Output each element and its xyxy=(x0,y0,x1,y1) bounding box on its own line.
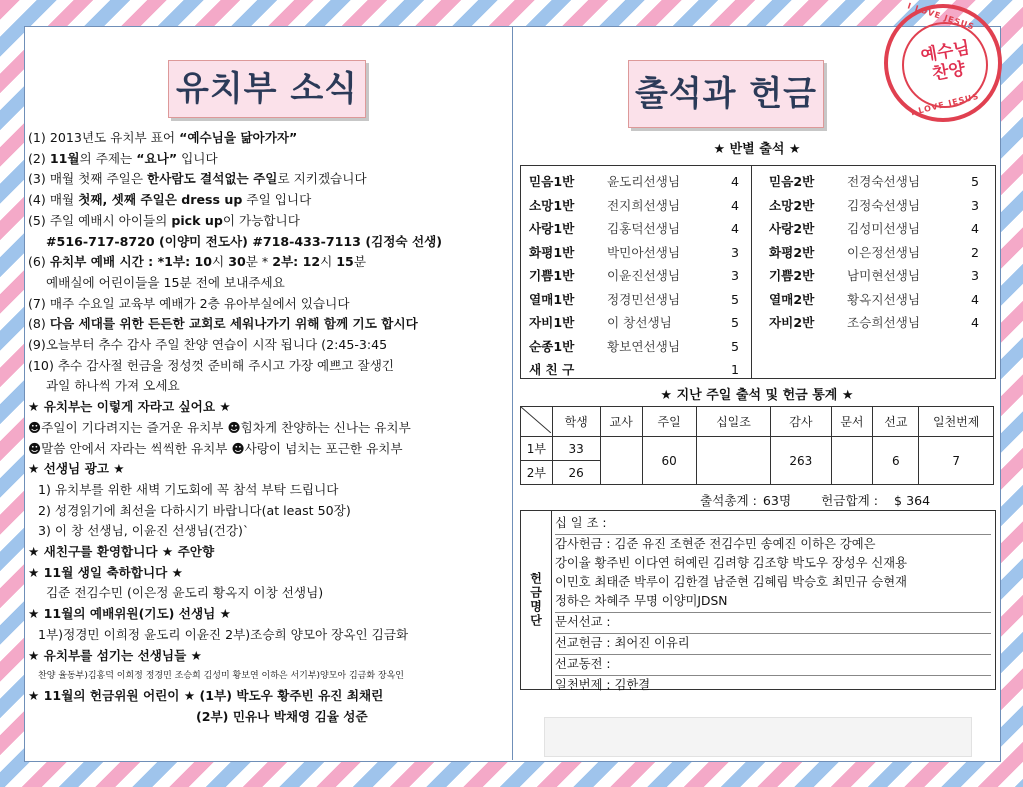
motto-heading: ★ 유치부는 이렇게 자라고 싶어요 ★ xyxy=(28,399,231,415)
class-attendance-title: ★ 반별 출석 ★ xyxy=(713,142,801,157)
stats-table xyxy=(520,406,994,485)
attendance-row: 자비1반 이 창선생님 5 xyxy=(529,315,739,330)
attendance-divider xyxy=(751,166,752,378)
worship-committee-names: 1부)정경민 이희정 윤도리 이윤진 2부)조승희 양모아 장옥인 김금화 xyxy=(38,626,409,642)
news-item-7: (7) 매주 수요일 교육부 예배가 2층 유아부실에서 있습니다 xyxy=(28,295,350,311)
offering-list-body xyxy=(555,514,991,695)
motto-line-2: ☻말씀 안에서 자라는 씩씩한 유치부 ☻사랑이 넘치는 포근한 유치부 xyxy=(28,440,403,456)
offering-total-value: $ 364 xyxy=(894,493,931,508)
stats-tithe-cell xyxy=(696,437,771,485)
worship-committee-heading: ★ 11월의 예배위원(기도) 선생님 ★ xyxy=(28,606,231,622)
attendance-row: 소망2반 김정숙선생님 3 xyxy=(769,197,979,213)
stamp-line1: 예수님 xyxy=(919,38,972,67)
totals-line xyxy=(700,490,936,509)
teacher-notice-2: 2) 성경읽기에 최선을 다하시기 바랍니다(at least 50장) xyxy=(38,502,351,518)
stats-thousand-cell: 7 xyxy=(919,437,994,485)
attendance-row: 화평2반 이은정선생님 2 xyxy=(769,244,979,260)
stats-header-cell: 교사 xyxy=(600,407,642,437)
news-item-2: (2) 11월의 주제는 “요나” 입니다 xyxy=(28,150,218,166)
teacher-notice-3: 3) 이 창 선생님, 이윤진 선생님(건강)` xyxy=(38,523,250,539)
pickup-phones: #516-717-8720 (이양미 전도사) #718-433-7113 (김정숙 선생) xyxy=(46,233,443,249)
birthday-names: 김준 전김수민 (이은정 윤도리 황옥지 이창 선생님) xyxy=(46,585,324,601)
stats-sunday-cell: 60 xyxy=(642,437,696,485)
class-attendance-box xyxy=(520,165,996,379)
motto-line-1: ☻주일이 기다려지는 즐거운 유치부 ☻힘차게 찬양하는 신나는 유치부 xyxy=(28,419,411,435)
stats-row-label: 2부 xyxy=(521,461,553,485)
news-item-10-cont: 과일 하나씩 가져 오세요 xyxy=(46,378,180,394)
attendance-row: 소망1반 전지희선생님 4 xyxy=(529,197,739,213)
attendance-row: 새 친 구 1 xyxy=(529,362,739,377)
stats-title: ★ 지난 주일 출석 및 헌금 통계 ★ xyxy=(660,388,854,403)
stats-doc-cell xyxy=(831,437,873,485)
stats-student-cell: 26 xyxy=(552,461,600,485)
jesus-stamp xyxy=(884,1,1002,122)
news-item-1: (1) 2013년도 유치부 표어 “예수님을 닮아가자” xyxy=(28,130,298,145)
offering-children-1: ★ 11월의 헌금위원 어린이 ★ (1부) 박도우 황주빈 유진 최채린 xyxy=(28,688,384,704)
attendance-row: 열매2반 황옥지선생님 4 xyxy=(769,291,979,307)
stats-teacher-cell xyxy=(600,437,642,485)
column-divider xyxy=(512,26,513,760)
news-item-6-note: 예배실에 어린이들을 15분 전에 보내주세요 xyxy=(46,274,285,290)
teacher-notice-1: 1) 유치부를 위한 새벽 기도회에 꼭 참석 부탁 드립니다 xyxy=(38,481,339,497)
stats-thanks-cell: 263 xyxy=(771,437,831,485)
attendance-row: 믿음1반 윤도리선생님 4 xyxy=(529,174,739,189)
stats-header-row xyxy=(521,407,994,437)
stats-row-1 xyxy=(521,437,994,461)
stamp-line2: 찬양 xyxy=(930,59,967,85)
news-list xyxy=(28,128,506,728)
stats-corner-cell xyxy=(521,407,553,437)
attendance-row: 화평1반 박민아선생님 3 xyxy=(529,244,739,260)
offering-line: 정하은 차혜주 무명 이양미JDSN xyxy=(555,594,728,608)
attendance-row: 순종1반 황보연선생님 5 xyxy=(529,338,739,354)
birthday-heading: ★ 11월 생일 축하합니다 ★ xyxy=(28,564,183,580)
attendance-row: 자비2반 조승희선생님 4 xyxy=(769,315,979,330)
offering-line: 선교헌금 : 최어진 이유리 xyxy=(555,633,991,653)
attendance-offering-title xyxy=(628,60,824,128)
stats-header-cell: 학생 xyxy=(552,407,600,437)
attendance-row: 믿음2반 전경숙선생님 5 xyxy=(769,174,979,189)
stats-header-cell: 십일조 xyxy=(696,407,771,437)
attendance-offering-title-text: 출석과 헌금 xyxy=(634,74,818,114)
attendance-total-value: 63명 xyxy=(762,493,792,508)
offering-total-label: 헌금합계 : xyxy=(821,493,879,508)
offering-list-label: 헌금명단 xyxy=(521,511,552,689)
attendance-row: 기쁨1반 이윤진선생님 3 xyxy=(529,268,739,283)
stats-header-cell: 문서 xyxy=(831,407,873,437)
stats-header-cell: 일천번제 xyxy=(919,407,994,437)
offering-line: 이민호 최태준 박루이 김한결 남준현 김혜림 박승호 최민규 승현재 xyxy=(555,575,907,589)
attendance-row: 기쁨2반 남미현선생님 3 xyxy=(769,268,979,283)
attendance-col-1 xyxy=(529,170,745,382)
offering-children-2: (2부) 민유나 박채영 김율 성준 xyxy=(196,708,368,724)
stamp-ring-top: I LOVE JESUS xyxy=(906,1,976,32)
kindergarten-news-title-text: 유치부 소식 xyxy=(175,69,359,109)
attendance-row: 열매1반 정경민선생님 5 xyxy=(529,291,739,307)
offering-line: 선교동전 : xyxy=(555,654,991,674)
attendance-row: 사랑1반 김홍덕선생님 4 xyxy=(529,221,739,236)
stats-header-cell: 선교 xyxy=(873,407,919,437)
news-item-9: (9)오늘부터 추수 감사 주일 찬양 연습이 시작 됩니다 (2:45-3:45 xyxy=(28,337,388,353)
stats-row-label: 1부 xyxy=(521,437,553,461)
teacher-notice-heading: ★ 선생님 광고 ★ xyxy=(28,461,125,477)
offering-line: 일천번제 : 김한결 xyxy=(555,675,991,695)
stats-mission-cell: 6 xyxy=(873,437,919,485)
stats-header-cell: 감사 xyxy=(771,407,831,437)
news-item-8: (8) 다음 세대를 위한 든든한 교회로 세워나가기 위해 함께 기도 합시다 xyxy=(28,316,418,332)
news-item-10: (10) 추수 감사절 헌금을 정성껏 준비해 주시고 가장 예쁘고 잘생긴 xyxy=(28,357,395,373)
attendance-total-label: 출석총계 : xyxy=(700,493,757,508)
blank-note-box xyxy=(544,717,972,757)
stats-header-cell: 주일 xyxy=(642,407,696,437)
news-item-3: (3) 매월 첫째 주일은 한사람도 결석없는 주일로 지키겠습니다 xyxy=(28,171,367,187)
new-friends: ★ 새친구를 환영합니다 ★ 주안향 xyxy=(28,544,215,560)
news-item-4: (4) 매월 첫째, 셋째 주일은 dress up 주일 입니다 xyxy=(28,192,312,208)
offering-line: 강이율 황주빈 이다연 허예린 김려향 김조향 박도우 장성우 신재용 xyxy=(555,556,907,570)
attendance-col-2 xyxy=(769,170,985,335)
news-item-6: (6) 유치부 예배 시간 : *1부: 10시 30분 * 2부: 12시 15분 xyxy=(28,254,366,270)
offering-line: 십 일 조 : xyxy=(555,516,607,530)
attendance-row: 사랑2반 김성미선생님 4 xyxy=(769,221,979,236)
diagonal-line-icon xyxy=(521,407,551,433)
teachers-names: 찬양 율동부)김홍덕 이희정 정경민 조승희 김성미 황보연 이하은 서기부)양모아 김금화 장옥인 xyxy=(38,671,405,682)
offering-line: 감사헌금 : 김준 유진 조현준 전김수민 송예진 이하은 강예은 xyxy=(555,534,991,554)
teachers-heading: ★ 유치부를 섬기는 선생님들 ★ xyxy=(28,647,202,663)
kindergarten-news-title xyxy=(168,60,366,118)
offering-line: 문서선교 : xyxy=(555,612,991,632)
offering-list-box xyxy=(520,510,996,690)
stamp-ring-bottom: I LOVE JESUS xyxy=(909,91,981,118)
news-item-5: (5) 주일 예배시 아이들의 pick up이 가능합니다 xyxy=(28,212,300,228)
stats-student-cell: 33 xyxy=(552,437,600,461)
